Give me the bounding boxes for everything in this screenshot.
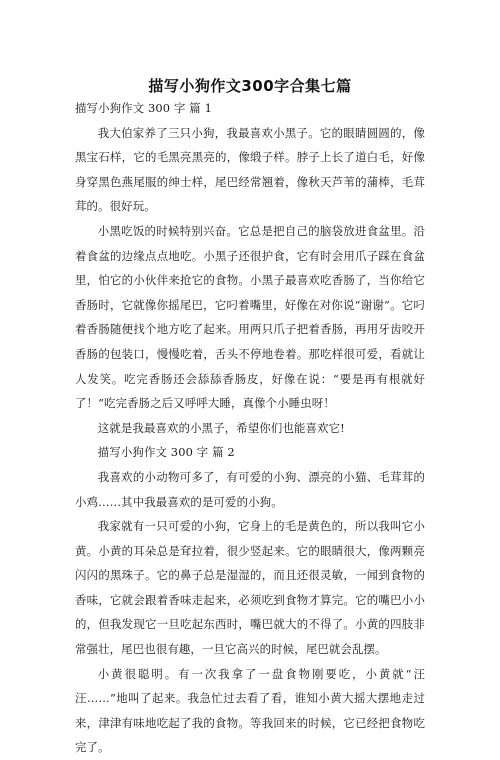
paragraph: 小黄很聪明。有一次我拿了一盘食物刚要吃，小黄就“汪汪……”地叫了起来。我急忙过去看了看，谁知小黄大摇大摆地走过来，津津有味地吃起了我的食物。等我回来的时候，它已经把食物吃完了。 — [75, 666, 425, 755]
document-title: 描写小狗作文300字合集七篇 — [148, 77, 352, 95]
paragraph: 我大伯家养了三只小狗，我最喜欢小黑子。它的眼睛圆圆的，像黑宝石样，它的毛黑亮黑亮的，像缎子样。脖子上长了道白毛，好像身穿黑色燕尾服的绅士样，尾巴经常翘着，像秋天芦苇的蒲棒，毛茸茸的。很好玩。 — [75, 125, 425, 214]
section-heading: 描写小狗作文 300 字 篇 1 — [75, 101, 212, 115]
document-body — [75, 96, 425, 760]
paragraph: 这就是我最喜欢的小黑子，希望你们也能喜欢它! — [97, 420, 345, 435]
paragraph: 小黑吃饭的时候特别兴奋。它总是把自己的脑袋放进食盆里。沿着食盆的边缘点点地吃。小黑子还很护食，它有时会用爪子踩在食盆里，怕它的小伙伴来抢它的食物。小黑子最喜欢吃香肠了，当你给它香肠时，它就像你摇尾巴，它叼着嘴里，好像在对你说“谢谢”。它叼着香肠随便找个地方吃了起来。用两只爪子把着香肠，再用牙齿咬开香肠的包装口，慢慢吃着，舌头不停地卷着。那吃样很可爱，看就让人发笑。吃完香肠还会舔舔香肠皮，好像在说：“要是再有根就好了！”吃完香肠之后又呼呼大睡，真像个小睡虫呀！ — [75, 223, 425, 411]
section-heading: 描写小狗作文 300 字 篇 2 — [97, 445, 235, 460]
paragraph: 我喜欢的小动物可多了，有可爱的小狗、漂亮的小猫、毛茸茸的小鸡……其中我最喜欢的是可爱的小狗。 — [75, 469, 425, 509]
paragraph: 我家就有一只可爱的小狗，它身上的毛是黄色的，所以我叫它小黄。小黄的耳朵总是耷拉着，很少竖起来。它的眼睛很大，像两颗亮闪闪的黑珠子。它的鼻子总是湿湿的，而且还很灵敏，一闻到食物的香味，它就会跟着香味走起来，必须吃到食物才算完。它的嘴巴小小的，但我发现它一旦吃起东西时，嘴巴就大的不得了。小黄的四肢非常强壮，尾巴也很有趣，一旦它高兴的时候，尾巴就会乱摆。 — [75, 519, 425, 657]
